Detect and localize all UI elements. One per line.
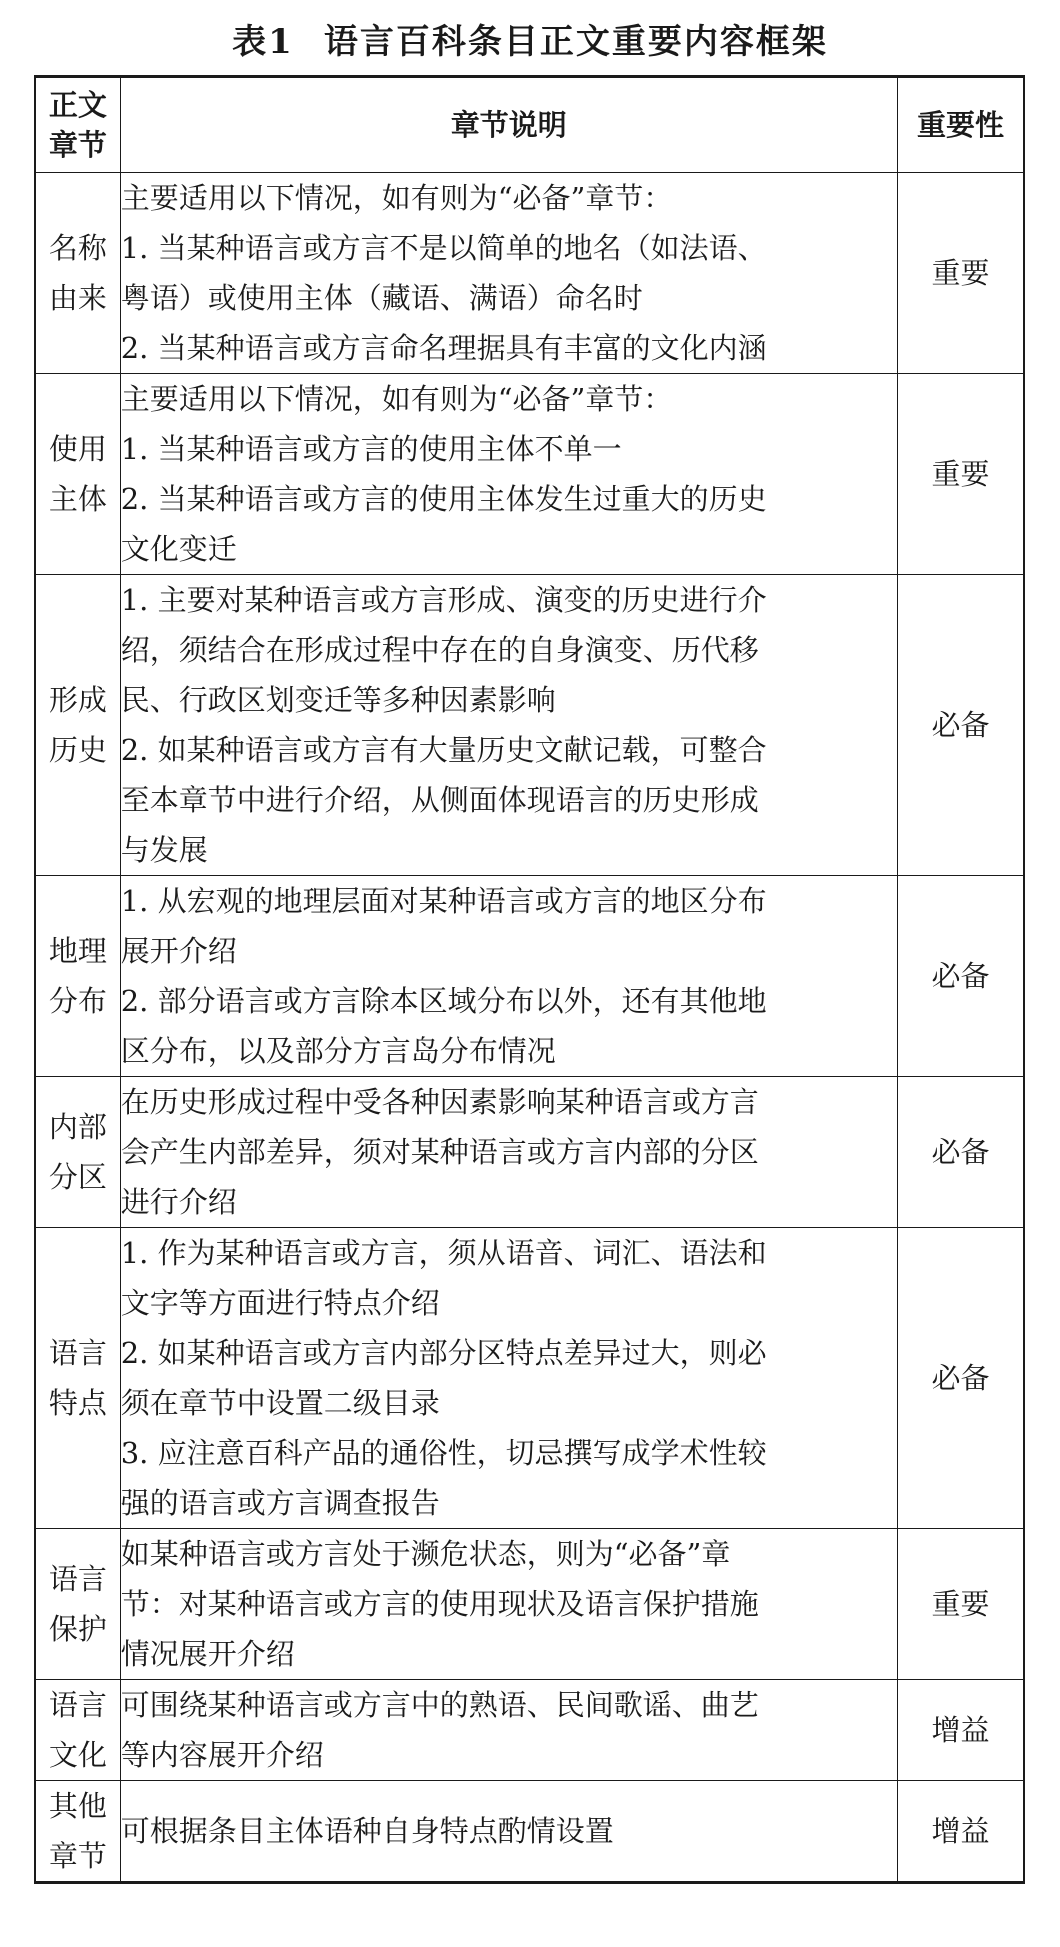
chapter-name-line: 名称 — [48, 231, 107, 265]
table-row — [35, 374, 1024, 575]
chapter-name-line: 使用 — [48, 432, 107, 466]
description-line: 须在章节中设置二级目录 — [120, 1386, 440, 1420]
table-number: 表1 — [232, 22, 294, 62]
description-line: 1. 当某种语言或方言的使用主体不单一 — [120, 432, 622, 466]
description-cell — [120, 374, 897, 575]
chapter-name-line: 语言 — [48, 1688, 107, 1722]
description-line: 1. 当某种语言或方言不是以简单的地名（如法语、 — [120, 231, 767, 265]
description-line: 2. 如某种语言或方言有大量历史文献记载，可整合 — [120, 733, 767, 767]
description-line: 展开介绍 — [120, 934, 237, 968]
table-row — [35, 1529, 1024, 1680]
importance-cell: 增益 — [897, 1680, 1024, 1781]
importance-cell: 重要 — [897, 1529, 1024, 1680]
table-row — [35, 1680, 1024, 1781]
chapter-name-line: 语言 — [48, 1562, 107, 1596]
chapter-name-line: 历史 — [48, 733, 107, 767]
table-title: 语言百科条目正文重要内容框架 — [323, 22, 828, 62]
description-cell — [120, 1680, 897, 1781]
importance-cell: 必备 — [897, 575, 1024, 876]
chapter-name-line: 地理 — [48, 934, 107, 968]
description-line: 进行介绍 — [120, 1185, 237, 1219]
importance-cell: 重要 — [897, 173, 1024, 374]
description-line: 绍，须结合在形成过程中存在的自身演变、历代移 — [120, 633, 759, 667]
description-line: 粤语）或使用主体（藏语、满语）命名时 — [120, 281, 643, 315]
description-line: 情况展开介绍 — [120, 1637, 295, 1671]
header-chapter: 正文章节 — [35, 77, 120, 173]
header-description: 章节说明 — [120, 77, 897, 173]
description-line: 文化变迁 — [120, 532, 237, 566]
chapter-cell — [35, 1529, 120, 1680]
description-line: 2. 部分语言或方言除本区域分布以外，还有其他地 — [120, 984, 767, 1018]
description-cell — [120, 1781, 897, 1883]
description-cell — [120, 575, 897, 876]
description-line: 节：对某种语言或方言的使用现状及语言保护措施 — [120, 1587, 759, 1621]
table-body — [35, 173, 1024, 1883]
importance-cell: 必备 — [897, 876, 1024, 1077]
description-cell — [120, 173, 897, 374]
chapter-name-line: 主体 — [48, 482, 107, 516]
chapter-name-line: 分布 — [48, 984, 107, 1018]
chapter-cell — [35, 173, 120, 374]
description-cell — [120, 1077, 897, 1228]
description-line: 可根据条目主体语种自身特点酌情设置 — [120, 1814, 614, 1848]
description-line: 可围绕某种语言或方言中的熟语、民间歌谣、曲艺 — [120, 1688, 759, 1722]
importance-cell: 重要 — [897, 374, 1024, 575]
chapter-name-line: 保护 — [48, 1612, 107, 1646]
chapter-cell — [35, 1680, 120, 1781]
description-cell — [120, 1228, 897, 1529]
description-line: 等内容展开介绍 — [120, 1738, 324, 1772]
description-line: 3. 应注意百科产品的通俗性，切忌撰写成学术性较 — [120, 1436, 767, 1470]
chapter-cell — [35, 575, 120, 876]
chapter-cell — [35, 876, 120, 1077]
content-framework-table — [34, 75, 1025, 1884]
description-line: 文字等方面进行特点介绍 — [120, 1286, 440, 1320]
description-line: 2. 当某种语言或方言命名理据具有丰富的文化内涵 — [120, 331, 767, 365]
header-importance: 重要性 — [897, 77, 1024, 173]
description-line: 会产生内部差异，须对某种语言或方言内部的分区 — [120, 1135, 759, 1169]
importance-cell: 必备 — [897, 1077, 1024, 1228]
chapter-name-line: 分区 — [48, 1160, 107, 1194]
description-line: 至本章节中进行介绍，从侧面体现语言的历史形成 — [120, 783, 759, 817]
chapter-name-line: 由来 — [48, 281, 107, 315]
table-row — [35, 1228, 1024, 1529]
description-cell — [120, 876, 897, 1077]
description-line: 区分布，以及部分方言岛分布情况 — [120, 1034, 556, 1068]
importance-cell: 必备 — [897, 1228, 1024, 1529]
chapter-name-line: 形成 — [48, 683, 107, 717]
table-row — [35, 1781, 1024, 1883]
description-line: 如某种语言或方言处于濒危状态，则为“必备”章 — [120, 1537, 731, 1571]
chapter-cell — [35, 1781, 120, 1883]
table-row — [35, 575, 1024, 876]
table-row — [35, 1077, 1024, 1228]
chapter-name-line: 其他 — [48, 1789, 107, 1823]
table-row — [35, 173, 1024, 374]
chapter-cell — [35, 1228, 120, 1529]
description-line: 与发展 — [120, 833, 208, 867]
chapter-name-line: 文化 — [48, 1738, 107, 1772]
chapter-name-line: 特点 — [48, 1386, 107, 1420]
description-line: 2. 如某种语言或方言内部分区特点差异过大，则必 — [120, 1336, 767, 1370]
header-row — [35, 77, 1024, 173]
chapter-name-line: 章节 — [48, 1839, 107, 1873]
description-line: 1. 作为某种语言或方言，须从语音、词汇、语法和 — [120, 1236, 767, 1270]
chapter-name-line: 内部 — [48, 1110, 107, 1144]
table-row — [35, 876, 1024, 1077]
description-line: 1. 主要对某种语言或方言形成、演变的历史进行介 — [120, 583, 767, 617]
description-line: 民、行政区划变迁等多种因素影响 — [120, 683, 556, 717]
description-line: 主要适用以下情况，如有则为“必备”章节： — [120, 382, 673, 416]
description-line: 1. 从宏观的地理层面对某种语言或方言的地区分布 — [120, 884, 767, 918]
description-line: 在历史形成过程中受各种因素影响某种语言或方言 — [120, 1085, 759, 1119]
chapter-name-line: 语言 — [48, 1336, 107, 1370]
table-caption — [0, 12, 1060, 72]
description-cell — [120, 1529, 897, 1680]
importance-cell: 增益 — [897, 1781, 1024, 1883]
chapter-cell — [35, 1077, 120, 1228]
description-line: 2. 当某种语言或方言的使用主体发生过重大的历史 — [120, 482, 767, 516]
description-line: 主要适用以下情况，如有则为“必备”章节： — [120, 181, 673, 215]
description-line: 强的语言或方言调查报告 — [120, 1486, 440, 1520]
chapter-cell — [35, 374, 120, 575]
